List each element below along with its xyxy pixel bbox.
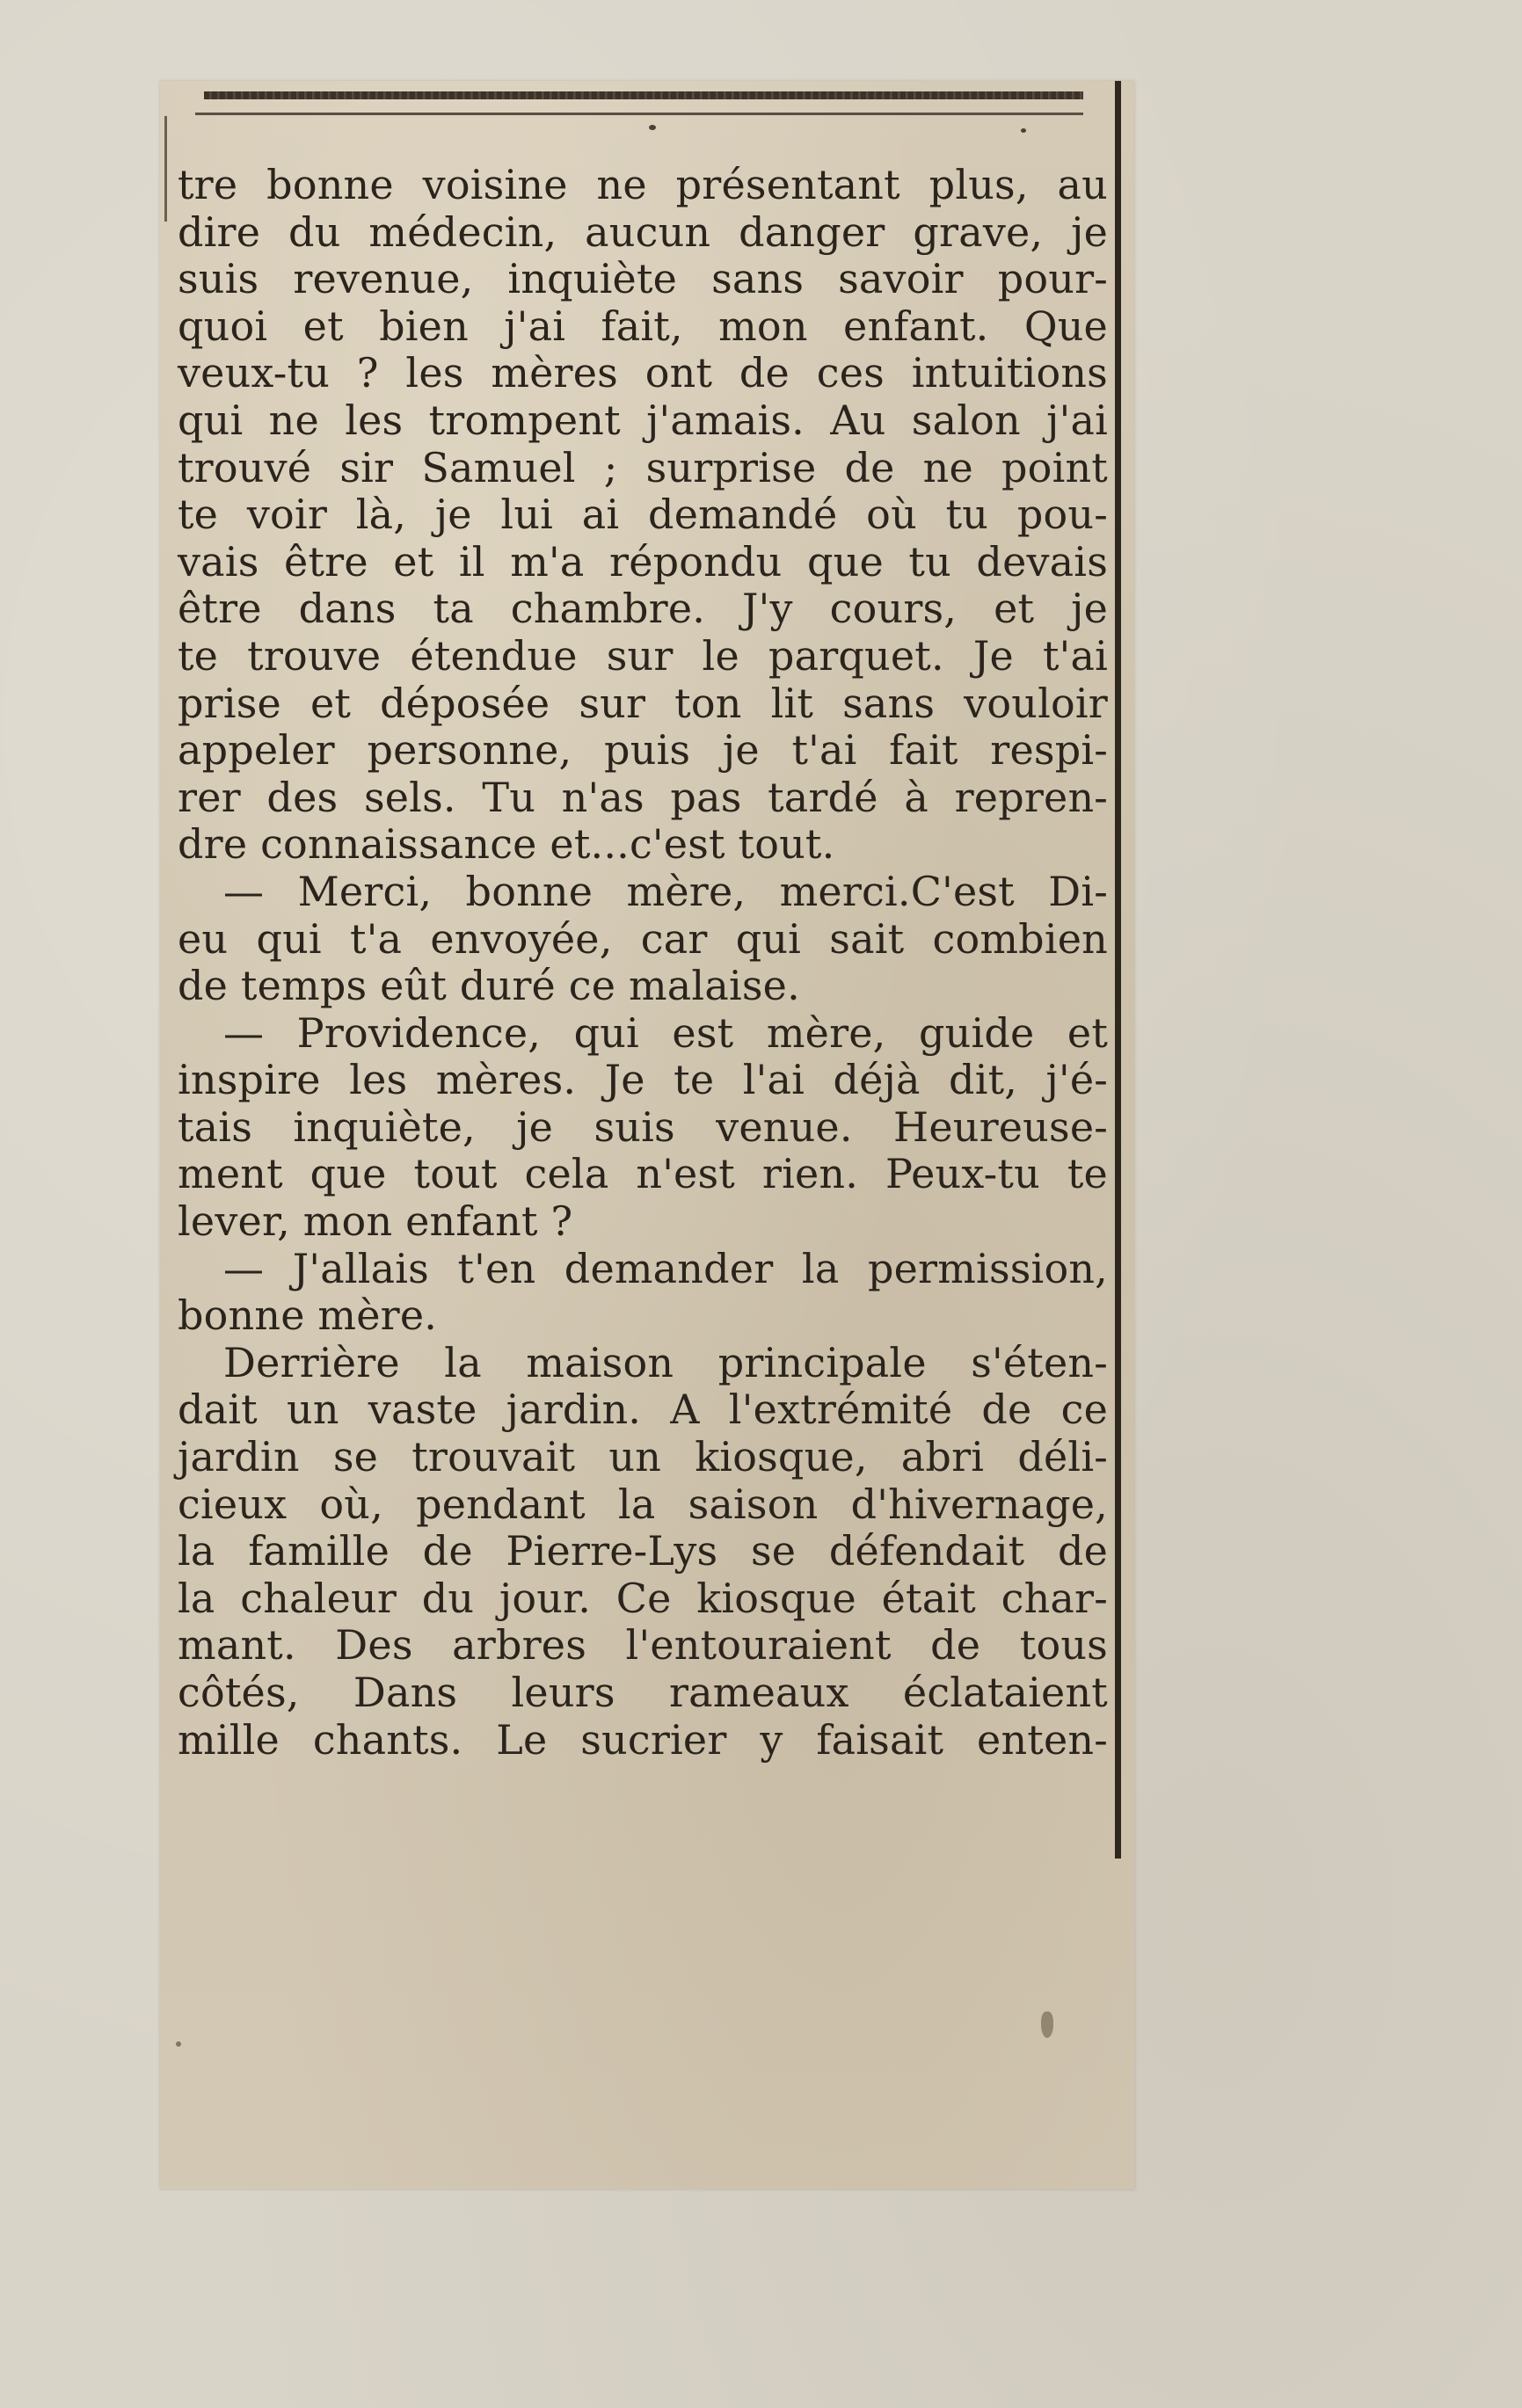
text-line: dait un vaste jardin. A l'extrémité de ce xyxy=(178,1386,1108,1434)
text-line: lever, mon enfant ? xyxy=(178,1197,573,1246)
text-line: suis revenue, inquiète sans savoir pour- xyxy=(178,255,1109,303)
text-line: de temps eût duré ce malaise. xyxy=(178,962,800,1010)
text-line: veux-tu ? les mères ont de ces intuitions xyxy=(178,349,1108,397)
right-column-rule xyxy=(1115,81,1121,1859)
text-line: quoi et bien j'ai fait, mon enfant. Que xyxy=(178,302,1108,350)
top-thin-rule xyxy=(195,113,1083,115)
text-line: rer des sels. Tu n'as pas tardé à repren- xyxy=(178,773,1109,821)
text-line: appeler personne, puis je t'ai fait respi- xyxy=(178,726,1109,775)
text-line: côtés, Dans leurs rameaux éclataient xyxy=(178,1669,1108,1716)
text-line: mant. Des arbres l'entouraient de tous xyxy=(178,1621,1108,1670)
text-line: trouvé sir Samuel ; surprise de ne point xyxy=(178,443,1108,491)
newspaper-clipping xyxy=(160,81,1134,2189)
text-line: inspire les mères. Je te l'ai déjà dit, j'é- xyxy=(178,1056,1109,1104)
text-line: — Merci, bonne mère, merci.C'est Di- xyxy=(223,867,1108,915)
text-line: te trouve étendue sur le parquet. Je t'ai xyxy=(178,631,1109,680)
text-line: tais inquiète, je suis venue. Heureuse- xyxy=(178,1102,1108,1151)
text-line: la chaleur du jour. Ce kiosque était char- xyxy=(178,1574,1108,1622)
text-line: dire du médecin, aucun danger grave, je xyxy=(178,207,1109,256)
article-text xyxy=(178,162,1108,1764)
ink-speck xyxy=(649,125,656,130)
text-line: te voir là, je lui ai demandé où tu pou- xyxy=(178,491,1108,539)
text-line: prise et déposée sur ton lit sans vouloir xyxy=(178,679,1108,727)
text-line: vais être et il m'a répondu que tu devais xyxy=(178,537,1109,586)
ink-stain xyxy=(1041,2012,1053,2038)
text-line: ment que tout cela n'est rien. Peux-tu te xyxy=(178,1150,1108,1198)
ink-speck xyxy=(1021,128,1026,133)
ink-speck xyxy=(176,2041,181,2047)
text-line: — Providence, qui est mère, guide et xyxy=(223,1008,1109,1057)
text-line: dre connaissance et...c'est tout. xyxy=(178,820,835,869)
text-line: Derrière la maison principale s'éten- xyxy=(223,1338,1108,1386)
text-line: eu qui t'a envoyée, car qui sait combien xyxy=(178,914,1108,963)
top-column-rule xyxy=(204,91,1083,99)
text-line: jardin se trouvait un kiosque, abri déli- xyxy=(178,1433,1108,1481)
text-line: tre bonne voisine ne présentant plus, au xyxy=(178,161,1109,208)
text-line: — J'allais t'en demander la permission, xyxy=(223,1244,1109,1292)
text-line: qui ne les trompent j'amais. Au salon j'ai xyxy=(178,396,1108,444)
text-line: être dans ta chambre. J'y cours, et je xyxy=(178,585,1109,633)
text-line: mille chants. Le sucrier y faisait enten- xyxy=(178,1715,1108,1764)
left-edge-mark xyxy=(164,116,167,222)
text-line: cieux où, pendant la saison d'hivernage, xyxy=(178,1480,1108,1528)
text-line: la famille de Pierre-Lys se défendait de xyxy=(178,1527,1109,1575)
text-line: bonne mère. xyxy=(178,1291,438,1340)
